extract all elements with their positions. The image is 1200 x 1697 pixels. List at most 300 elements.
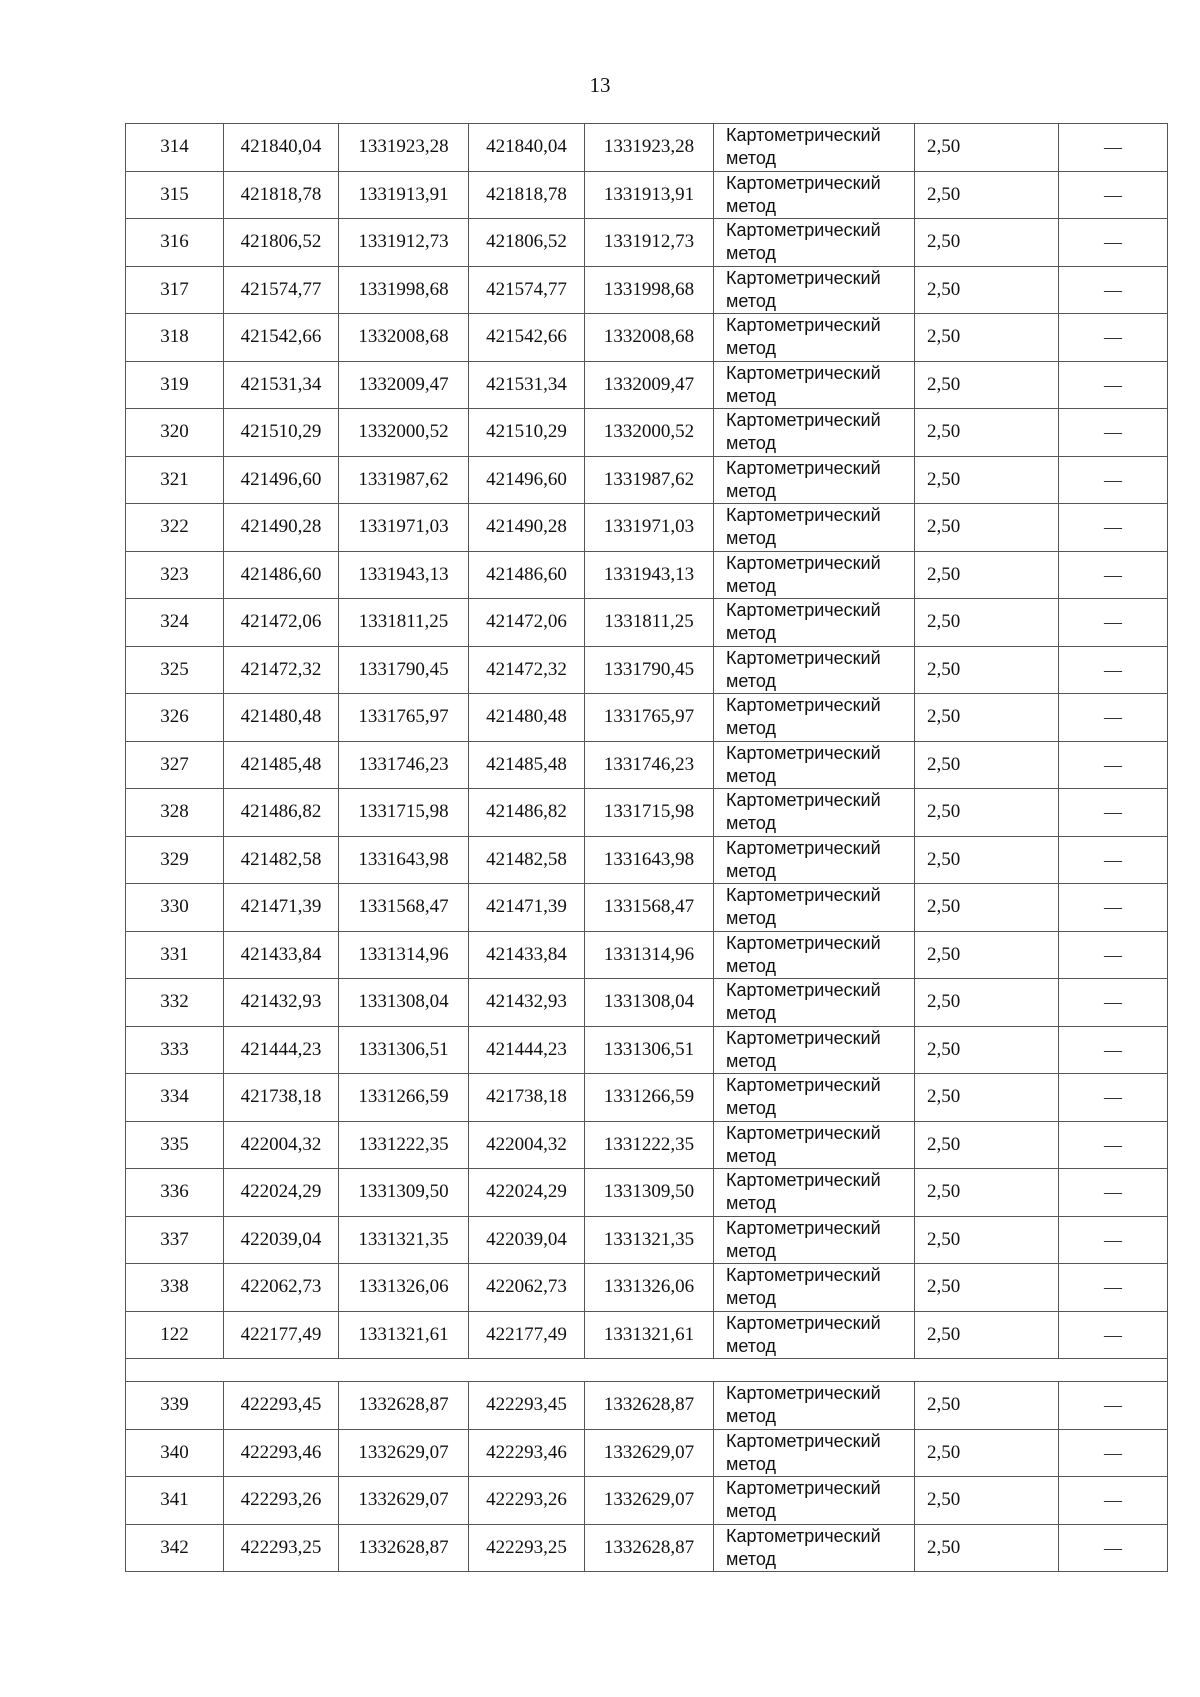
accuracy-cell: 2,50 [915, 599, 1059, 647]
method-cell [714, 1169, 915, 1217]
y-new-cell: 1331321,61 [585, 1311, 714, 1359]
method-line-1: Картометрический [726, 362, 881, 383]
method-line-2: метод [726, 623, 776, 644]
method-cell [714, 1382, 915, 1430]
x-existing-cell: 421480,48 [224, 694, 339, 742]
x-new-cell: 422293,46 [469, 1429, 585, 1477]
point-number-cell: 323 [126, 551, 224, 599]
point-number-cell: 334 [126, 1074, 224, 1122]
method-line-2: метод [726, 718, 776, 739]
method-line-2: метод [726, 433, 776, 454]
x-new-cell: 421482,58 [469, 836, 585, 884]
point-number-cell: 340 [126, 1429, 224, 1477]
accuracy-cell: 2,50 [915, 1382, 1059, 1430]
y-existing-cell: 1332629,07 [339, 1477, 469, 1525]
y-new-cell: 1331643,98 [585, 836, 714, 884]
y-existing-cell: 1331309,50 [339, 1169, 469, 1217]
method-line-2: метод [726, 1548, 776, 1569]
table-row [126, 551, 1168, 599]
y-existing-cell: 1332009,47 [339, 361, 469, 409]
y-existing-cell: 1331998,68 [339, 266, 469, 314]
method-line-2: метод [726, 1098, 776, 1119]
accuracy-cell: 2,50 [915, 646, 1059, 694]
description-cell: — [1059, 599, 1168, 647]
y-existing-cell: 1331568,47 [339, 884, 469, 932]
method-line-2: метод [726, 575, 776, 596]
y-new-cell: 1331811,25 [585, 599, 714, 647]
table-row [126, 361, 1168, 409]
method-cell [714, 599, 915, 647]
point-number-cell: 329 [126, 836, 224, 884]
method-cell [714, 1074, 915, 1122]
accuracy-cell: 2,50 [915, 1169, 1059, 1217]
point-number-cell: 328 [126, 789, 224, 837]
method-cell [714, 551, 915, 599]
point-number-cell: 341 [126, 1477, 224, 1525]
method-line-1: Картометрический [726, 600, 881, 621]
method-line-1: Картометрический [726, 932, 881, 953]
y-existing-cell: 1331308,04 [339, 979, 469, 1027]
x-new-cell: 421433,84 [469, 931, 585, 979]
method-line-2: метод [726, 243, 776, 264]
description-cell: — [1059, 1121, 1168, 1169]
x-existing-cell: 422062,73 [224, 1264, 339, 1312]
method-line-1: Картометрический [726, 1170, 881, 1191]
method-line-2: метод [726, 908, 776, 929]
method-line-1: Картометрический [726, 220, 881, 241]
method-line-1: Картометрический [726, 315, 881, 336]
y-new-cell: 1331913,91 [585, 171, 714, 219]
y-existing-cell: 1331943,13 [339, 551, 469, 599]
table-row [126, 266, 1168, 314]
table-row [126, 1169, 1168, 1217]
method-cell [714, 314, 915, 362]
y-new-cell: 1331321,35 [585, 1216, 714, 1264]
method-line-2: метод [726, 860, 776, 881]
method-cell [714, 219, 915, 267]
point-number-cell: 335 [126, 1121, 224, 1169]
x-new-cell: 422062,73 [469, 1264, 585, 1312]
description-cell: — [1059, 1169, 1168, 1217]
table-row [126, 931, 1168, 979]
table-row [126, 1216, 1168, 1264]
method-line-2: метод [726, 1145, 776, 1166]
accuracy-cell: 2,50 [915, 314, 1059, 362]
method-cell [714, 694, 915, 742]
x-existing-cell: 421482,58 [224, 836, 339, 884]
table-row [126, 599, 1168, 647]
method-line-1: Картометрический [726, 1430, 881, 1451]
x-new-cell: 421444,23 [469, 1026, 585, 1074]
method-cell [714, 409, 915, 457]
description-cell: — [1059, 1026, 1168, 1074]
y-existing-cell: 1331790,45 [339, 646, 469, 694]
method-cell [714, 456, 915, 504]
description-cell: — [1059, 694, 1168, 742]
method-line-1: Картометрический [726, 1478, 881, 1499]
y-new-cell: 1331222,35 [585, 1121, 714, 1169]
method-line-1: Картометрический [726, 267, 881, 288]
page-number: 13 [589, 73, 611, 97]
description-cell: — [1059, 219, 1168, 267]
method-line-1: Картометрический [726, 457, 881, 478]
table-row [126, 979, 1168, 1027]
point-number-cell: 321 [126, 456, 224, 504]
method-line-1: Картометрический [726, 1122, 881, 1143]
y-new-cell: 1331923,28 [585, 124, 714, 172]
method-cell [714, 646, 915, 694]
x-new-cell: 421496,60 [469, 456, 585, 504]
y-existing-cell: 1331765,97 [339, 694, 469, 742]
y-existing-cell: 1331811,25 [339, 599, 469, 647]
description-cell: — [1059, 836, 1168, 884]
method-line-1: Картометрический [726, 790, 881, 811]
description-cell: — [1059, 456, 1168, 504]
point-number-cell: 317 [126, 266, 224, 314]
description-cell: — [1059, 551, 1168, 599]
x-new-cell: 421486,60 [469, 551, 585, 599]
method-line-1: Картометрический [726, 552, 881, 573]
x-new-cell: 421738,18 [469, 1074, 585, 1122]
point-number-cell: 330 [126, 884, 224, 932]
y-new-cell: 1331765,97 [585, 694, 714, 742]
table-row [126, 741, 1168, 789]
point-number-cell: 315 [126, 171, 224, 219]
table-row [126, 1026, 1168, 1074]
x-existing-cell: 421490,28 [224, 504, 339, 552]
accuracy-cell: 2,50 [915, 931, 1059, 979]
description-cell: — [1059, 1074, 1168, 1122]
method-cell [714, 361, 915, 409]
x-existing-cell: 421531,34 [224, 361, 339, 409]
point-number-cell: 320 [126, 409, 224, 457]
description-cell: — [1059, 1524, 1168, 1572]
description-cell: — [1059, 1216, 1168, 1264]
accuracy-cell: 2,50 [915, 361, 1059, 409]
x-existing-cell: 422024,29 [224, 1169, 339, 1217]
method-line-1: Картометрический [726, 1075, 881, 1096]
description-cell: — [1059, 979, 1168, 1027]
table-row [126, 504, 1168, 552]
method-line-2: метод [726, 1406, 776, 1427]
y-new-cell: 1332628,87 [585, 1382, 714, 1430]
accuracy-cell: 2,50 [915, 266, 1059, 314]
y-new-cell: 1331309,50 [585, 1169, 714, 1217]
accuracy-cell: 2,50 [915, 836, 1059, 884]
point-number-cell: 342 [126, 1524, 224, 1572]
accuracy-cell: 2,50 [915, 124, 1059, 172]
y-new-cell: 1331326,06 [585, 1264, 714, 1312]
table-row [126, 171, 1168, 219]
table-row [126, 1477, 1168, 1525]
x-new-cell: 421818,78 [469, 171, 585, 219]
y-existing-cell: 1331314,96 [339, 931, 469, 979]
description-cell: — [1059, 646, 1168, 694]
y-existing-cell: 1332628,87 [339, 1524, 469, 1572]
y-existing-cell: 1332628,87 [339, 1382, 469, 1430]
method-cell [714, 741, 915, 789]
description-cell: — [1059, 124, 1168, 172]
x-existing-cell: 421472,32 [224, 646, 339, 694]
method-line-2: метод [726, 338, 776, 359]
y-new-cell: 1331314,96 [585, 931, 714, 979]
point-number-cell: 122 [126, 1311, 224, 1359]
method-line-2: метод [726, 670, 776, 691]
description-cell: — [1059, 1477, 1168, 1525]
y-new-cell: 1331790,45 [585, 646, 714, 694]
x-existing-cell: 421738,18 [224, 1074, 339, 1122]
description-cell: — [1059, 314, 1168, 362]
point-number-cell: 339 [126, 1382, 224, 1430]
y-existing-cell: 1332629,07 [339, 1429, 469, 1477]
point-number-cell: 327 [126, 741, 224, 789]
method-cell [714, 171, 915, 219]
x-existing-cell: 421510,29 [224, 409, 339, 457]
x-new-cell: 421574,77 [469, 266, 585, 314]
method-line-1: Картометрический [726, 837, 881, 858]
method-line-2: метод [726, 765, 776, 786]
y-existing-cell: 1331746,23 [339, 741, 469, 789]
method-cell [714, 884, 915, 932]
y-existing-cell: 1332008,68 [339, 314, 469, 362]
table-row [126, 456, 1168, 504]
y-existing-cell: 1331321,61 [339, 1311, 469, 1359]
x-existing-cell: 422004,32 [224, 1121, 339, 1169]
accuracy-cell: 2,50 [915, 1216, 1059, 1264]
method-line-1: Картометрический [726, 1027, 881, 1048]
method-line-2: метод [726, 1453, 776, 1474]
table-row [126, 1074, 1168, 1122]
method-cell [714, 1524, 915, 1572]
method-line-1: Картометрический [726, 980, 881, 1001]
y-existing-cell: 1331222,35 [339, 1121, 469, 1169]
y-new-cell: 1331568,47 [585, 884, 714, 932]
method-line-1: Картометрический [726, 1383, 881, 1404]
x-new-cell: 422004,32 [469, 1121, 585, 1169]
x-new-cell: 421472,06 [469, 599, 585, 647]
table-row [126, 694, 1168, 742]
x-new-cell: 422293,25 [469, 1524, 585, 1572]
y-existing-cell: 1331326,06 [339, 1264, 469, 1312]
x-new-cell: 422293,26 [469, 1477, 585, 1525]
point-number-cell: 324 [126, 599, 224, 647]
coordinates-table [125, 123, 1168, 1572]
y-existing-cell: 1331923,28 [339, 124, 469, 172]
method-line-2: метод [726, 1240, 776, 1261]
method-cell [714, 1026, 915, 1074]
method-cell [714, 931, 915, 979]
y-existing-cell: 1331643,98 [339, 836, 469, 884]
method-line-2: метод [726, 1288, 776, 1309]
table-separator-cell [126, 1359, 1168, 1382]
method-cell [714, 1311, 915, 1359]
table-separator-row [126, 1359, 1168, 1382]
description-cell: — [1059, 266, 1168, 314]
method-cell [714, 1477, 915, 1525]
y-new-cell: 1331266,59 [585, 1074, 714, 1122]
table-row [126, 1121, 1168, 1169]
y-existing-cell: 1331306,51 [339, 1026, 469, 1074]
method-line-1: Картометрический [726, 1312, 881, 1333]
accuracy-cell: 2,50 [915, 1524, 1059, 1572]
accuracy-cell: 2,50 [915, 456, 1059, 504]
method-line-1: Картометрический [726, 1525, 881, 1546]
method-line-2: метод [726, 290, 776, 311]
method-line-2: метод [726, 385, 776, 406]
y-existing-cell: 1331266,59 [339, 1074, 469, 1122]
method-line-1: Картометрический [726, 172, 881, 193]
x-new-cell: 421471,39 [469, 884, 585, 932]
method-cell [714, 504, 915, 552]
accuracy-cell: 2,50 [915, 1074, 1059, 1122]
method-cell [714, 1216, 915, 1264]
accuracy-cell: 2,50 [915, 409, 1059, 457]
y-new-cell: 1331943,13 [585, 551, 714, 599]
table-row [126, 409, 1168, 457]
y-existing-cell: 1331971,03 [339, 504, 469, 552]
x-existing-cell: 421486,82 [224, 789, 339, 837]
x-new-cell: 421485,48 [469, 741, 585, 789]
description-cell: — [1059, 789, 1168, 837]
x-existing-cell: 421444,23 [224, 1026, 339, 1074]
table-row [126, 1264, 1168, 1312]
table-row [126, 219, 1168, 267]
y-new-cell: 1331306,51 [585, 1026, 714, 1074]
method-line-2: метод [726, 813, 776, 834]
x-new-cell: 422293,45 [469, 1382, 585, 1430]
table-row [126, 1382, 1168, 1430]
x-existing-cell: 421485,48 [224, 741, 339, 789]
x-new-cell: 421480,48 [469, 694, 585, 742]
point-number-cell: 337 [126, 1216, 224, 1264]
method-cell [714, 124, 915, 172]
x-new-cell: 422177,49 [469, 1311, 585, 1359]
table-row [126, 124, 1168, 172]
y-existing-cell: 1331321,35 [339, 1216, 469, 1264]
description-cell: — [1059, 1311, 1168, 1359]
y-new-cell: 1331308,04 [585, 979, 714, 1027]
x-existing-cell: 422039,04 [224, 1216, 339, 1264]
x-existing-cell: 422293,46 [224, 1429, 339, 1477]
y-new-cell: 1332628,87 [585, 1524, 714, 1572]
description-cell: — [1059, 741, 1168, 789]
accuracy-cell: 2,50 [915, 219, 1059, 267]
accuracy-cell: 2,50 [915, 789, 1059, 837]
x-existing-cell: 421471,39 [224, 884, 339, 932]
point-number-cell: 326 [126, 694, 224, 742]
point-number-cell: 333 [126, 1026, 224, 1074]
x-existing-cell: 422293,25 [224, 1524, 339, 1572]
method-cell [714, 836, 915, 884]
y-new-cell: 1332009,47 [585, 361, 714, 409]
accuracy-cell: 2,50 [915, 1311, 1059, 1359]
table-row [126, 836, 1168, 884]
description-cell: — [1059, 171, 1168, 219]
method-line-2: метод [726, 480, 776, 501]
method-cell [714, 979, 915, 1027]
x-existing-cell: 421806,52 [224, 219, 339, 267]
method-line-2: метод [726, 1003, 776, 1024]
accuracy-cell: 2,50 [915, 884, 1059, 932]
method-line-2: метод [726, 1335, 776, 1356]
accuracy-cell: 2,50 [915, 741, 1059, 789]
x-existing-cell: 421496,60 [224, 456, 339, 504]
accuracy-cell: 2,50 [915, 1429, 1059, 1477]
x-existing-cell: 421542,66 [224, 314, 339, 362]
method-line-2: метод [726, 1501, 776, 1522]
description-cell: — [1059, 409, 1168, 457]
x-new-cell: 421472,32 [469, 646, 585, 694]
method-line-2: метод [726, 528, 776, 549]
x-new-cell: 421806,52 [469, 219, 585, 267]
x-new-cell: 421542,66 [469, 314, 585, 362]
method-cell [714, 1121, 915, 1169]
x-existing-cell: 421472,06 [224, 599, 339, 647]
method-cell [714, 789, 915, 837]
description-cell: — [1059, 1429, 1168, 1477]
accuracy-cell: 2,50 [915, 1264, 1059, 1312]
x-existing-cell: 422293,45 [224, 1382, 339, 1430]
description-cell: — [1059, 931, 1168, 979]
point-number-cell: 316 [126, 219, 224, 267]
x-existing-cell: 421818,78 [224, 171, 339, 219]
point-number-cell: 332 [126, 979, 224, 1027]
y-existing-cell: 1332000,52 [339, 409, 469, 457]
method-line-2: метод [726, 955, 776, 976]
method-line-2: метод [726, 1050, 776, 1071]
table-row [126, 884, 1168, 932]
x-existing-cell: 421840,04 [224, 124, 339, 172]
point-number-cell: 336 [126, 1169, 224, 1217]
method-cell [714, 1264, 915, 1312]
point-number-cell: 319 [126, 361, 224, 409]
y-existing-cell: 1331912,73 [339, 219, 469, 267]
y-new-cell: 1331912,73 [585, 219, 714, 267]
method-line-2: метод [726, 1193, 776, 1214]
accuracy-cell: 2,50 [915, 504, 1059, 552]
method-line-1: Картометрический [726, 695, 881, 716]
y-new-cell: 1331746,23 [585, 741, 714, 789]
method-cell [714, 266, 915, 314]
x-new-cell: 422039,04 [469, 1216, 585, 1264]
method-line-1: Картометрический [726, 1265, 881, 1286]
x-existing-cell: 421486,60 [224, 551, 339, 599]
x-new-cell: 421486,82 [469, 789, 585, 837]
description-cell: — [1059, 504, 1168, 552]
x-new-cell: 422024,29 [469, 1169, 585, 1217]
accuracy-cell: 2,50 [915, 1477, 1059, 1525]
table-row [126, 1429, 1168, 1477]
x-existing-cell: 422177,49 [224, 1311, 339, 1359]
accuracy-cell: 2,50 [915, 1026, 1059, 1074]
coordinates-table-body [126, 124, 1168, 1572]
table-row [126, 1524, 1168, 1572]
y-new-cell: 1332000,52 [585, 409, 714, 457]
accuracy-cell: 2,50 [915, 694, 1059, 742]
x-new-cell: 421490,28 [469, 504, 585, 552]
x-existing-cell: 422293,26 [224, 1477, 339, 1525]
x-new-cell: 421510,29 [469, 409, 585, 457]
accuracy-cell: 2,50 [915, 1121, 1059, 1169]
description-cell: — [1059, 1382, 1168, 1430]
point-number-cell: 325 [126, 646, 224, 694]
y-new-cell: 1331998,68 [585, 266, 714, 314]
table-row [126, 789, 1168, 837]
point-number-cell: 318 [126, 314, 224, 362]
table-row [126, 646, 1168, 694]
method-cell [714, 1429, 915, 1477]
y-new-cell: 1331971,03 [585, 504, 714, 552]
